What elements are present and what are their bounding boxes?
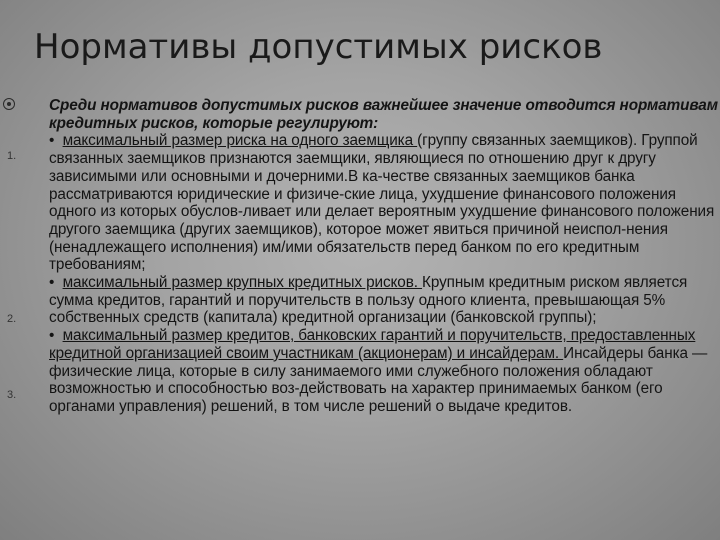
intro-text: Среди нормативов допустимых рисков важнейшее значение отводится нормативам кредитных рисков, которые регулируют:: [49, 97, 718, 132]
item-text: Инсайдеры банка — физические лица, которые в силу занимаемого ими служебного положения обладают возможностью и способностью воз-действовать на характер принимаемых банком (его органами управления) решений, в том числе решений о выдаче кредитов.: [49, 344, 708, 415]
slide-body: [49, 97, 719, 416]
list-item: [49, 274, 719, 327]
bullet-marker: •: [49, 274, 55, 292]
list-number-1: 1.: [7, 150, 17, 162]
item-heading: максимальный размер кредитов, банковских гарантий и поручительств, предоставленных кредитной организацией своим участникам (акционерам) и инсайдерам.: [49, 327, 696, 362]
circle-bullet-icon: [3, 98, 15, 110]
bullet-marker: •: [49, 132, 55, 150]
slide-title: Нормативы допустимых рисков: [34, 27, 603, 67]
item-heading: максимальный размер риска на одного заемщика: [62, 132, 418, 150]
list-item: [49, 132, 719, 274]
item-heading: максимальный размер крупных кредитных рисков.: [62, 274, 423, 292]
item-text: Крупным кредитным риском являетcя сумма кредитов, гарантий и поручительств в пользу одного клиента, превышающая 5% собственных средств (капитала) кредитной организации (банковской группы);: [49, 274, 688, 327]
list-number-3: 3.: [7, 389, 17, 401]
list-number-2: 2.: [7, 313, 17, 325]
item-text: (группу связанных заемщиков). Группой связанных заемщиков признаются заемщики, являющиеся по отношению друг к другу зависимыми или основными и дочерними.В ка-честве связанных заемщиков банка рассматриваются юридические и физиче-ские лица, ухудшение финансового положения одного из которых обуслов-ливает или делает вероятным ухудшение финансового положения другого заемщика (других заемщиков), которое может явиться причиной неиспол-нения (ненадлежащего исполнения) им/ими обязательств перед банком по его кредитным требованиям;: [49, 132, 715, 274]
bullet-marker: •: [49, 327, 55, 345]
list-item: [49, 327, 719, 416]
